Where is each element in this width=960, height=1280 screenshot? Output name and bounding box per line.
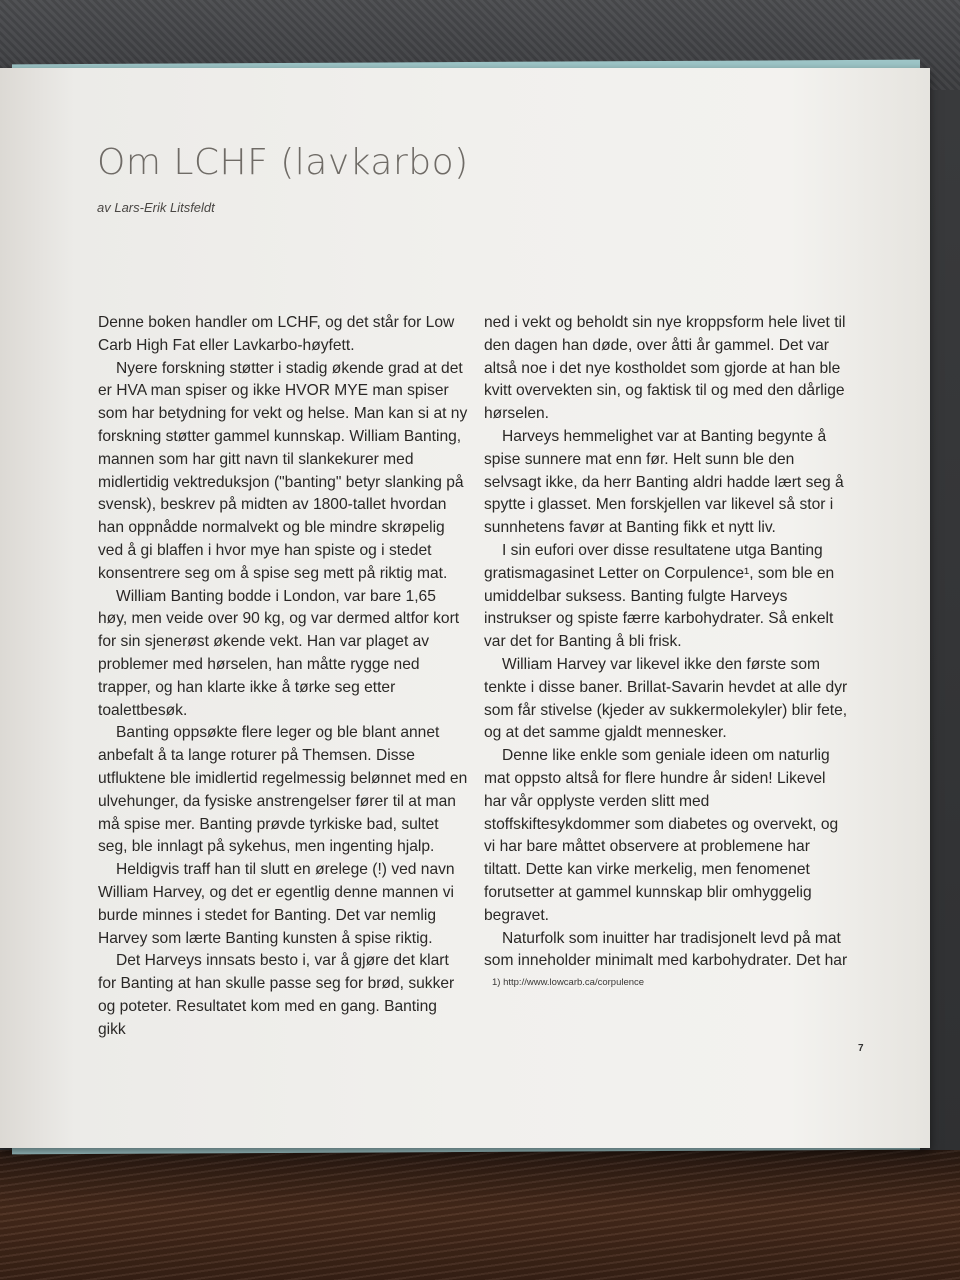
paragraph: Heldigvis traff han til slutt en ørelege (!) ved navn William Harvey, og det er egentlig denne mannen vi burde minnes i stedet for Banting. Det var nemlig Harvey som lærte Banting kunsten å spise riktig. [98, 861, 455, 947]
paragraph: ned i vekt og beholdt sin nye kroppsform hele livet til den dagen han døde, over åtti år gammel. Det var altså noe i det nye kostholdet som gjorde at han ble kvitt overvekten sin, og faktisk til og med den dårlige hørselen. [484, 314, 846, 423]
paragraph: William Banting bodde i London, var bare 1,65 høy, men veide over 90 kg, og var dermed altfor kort for sin sjenerøst økende vekt. Han var plaget av problemer med hørselen, han måtte rygge ned trapper, og han klarte ikke å tørke seg etter toalettbesøk. [98, 587, 460, 719]
page-title: Om LCHF (lavkarbo) [97, 142, 469, 183]
paragraph: Denne like enkle som geniale ideen om naturlig mat oppsto altså for flere hundre år siden! Likevel har vår opplyste verden slitt med stoffskiftesykdommer som diabetes og overvekt, og vi har bare måttet observere at problemene har tiltatt. Dette kan virke merkelig, men fenomenet forutsetter at gammel kunnskap blir omhyggelig begravet. [484, 747, 839, 924]
paragraph: Det Harveys innsats besto i, var å gjøre det klart for Banting at han skulle passe seg for brød, sukker og poteter. Resultatet kom med en gang. Banting gikk [98, 952, 455, 1038]
footnote: 1) http://www.lowcarb.ca/corpulence [492, 977, 645, 988]
paragraph: William Harvey var likevel ikke den første som tenkte i disse baner. Brillat-Savarin hevdet at alle dyr som får stivelse (kjeder av sukkermolekyler) blir fete, og at det samme gjaldt mennesker. [484, 655, 848, 742]
author-byline: av Lars-Erik Litsfeldt [97, 200, 215, 215]
wooden-table [0, 1150, 960, 1280]
paragraph: Naturfolk som inuitter har tradisjonelt levd på mat som inneholder minimalt med karbohydrater. Det har [484, 929, 848, 970]
paragraph: Banting oppsøkte flere leger og ble blant annet anbefalt å ta lange roturer på Themsen. Disse utfluktene ble imidlertid regelmessig belønnet med en ulvehunger, da fysiske anstrengelser fører til at man må spise mer. Banting prøvde tyrkiske bad, sultet seg, ble innlagt på sykehus, men ingenting hjalp. [98, 724, 468, 856]
paragraph: Denne boken handler om LCHF, og det står for Low Carb High Fat eller Lavkarbo-høyfett. [98, 314, 455, 354]
left-text-column [98, 312, 468, 1042]
paragraph: Harveys hemmelighet var at Banting begynte å spise sunnere mat enn før. Helt sunn ble den selvsagt ikke, da herr Banting aldri hadde lært seg å spytte i glasset. Men forskjellen var likevel så stor i sunnhetens favør at Banting fikk et nytt liv. [484, 427, 844, 537]
page-number: 7 [858, 1043, 864, 1054]
paragraph: I sin eufori over disse resultatene utga Banting gratismagasinet Letter on Corpulence¹, som ble en umiddelbar suksess. Banting fulgte Harveys instrukser og spiste færre karbohydrater. Så enkelt var det for Banting å bli frisk. [484, 541, 835, 651]
paragraph: Nyere forskning støtter i stadig økende grad at det er HVA man spiser og ikke HVOR MYE man spiser som har betydning for vekt og helse. Man kan si at ny forskning støtter gammel kunnskap. William Banting, mannen som har gitt navn til slankekurer med midlertidig vektreduksjon ("banting" betyr slanking på svensk), beskrev på midten av 1800-tallet hvordan han oppnådde normalvekt og ble mindre skrøpelig ved å gi blaffen i hvor mye han spiste og i stedet konsentrere seg om å spise seg mett på riktig mat. [98, 359, 468, 582]
right-text-column [484, 312, 848, 973]
